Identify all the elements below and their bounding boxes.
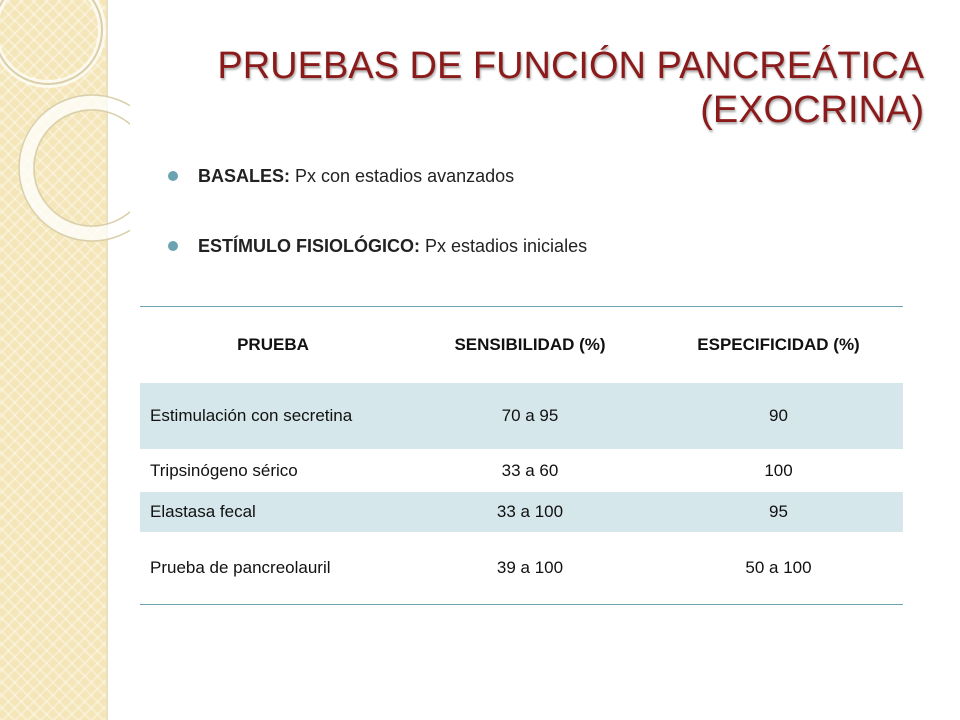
table-row	[140, 492, 903, 532]
cell-sensibilidad: 33 a 100	[406, 492, 654, 532]
cell-prueba: Tripsinógeno sérico	[150, 460, 298, 480]
cell-especificidad: 90	[654, 383, 903, 449]
bullet-estimulo	[168, 228, 908, 264]
title-line-2: (EXOCRINA)	[700, 89, 924, 131]
table-row	[140, 383, 903, 449]
pancreatic-tests-table	[140, 306, 903, 605]
cell-prueba: Elastasa fecal	[140, 492, 406, 532]
cell-prueba: Prueba de pancreolauril	[140, 532, 406, 605]
bullet-label: BASALES:	[198, 166, 291, 186]
cell-prueba: Estimulación con secretina	[140, 383, 406, 449]
cell-especificidad: 95	[654, 492, 903, 532]
decorative-circles	[0, 0, 130, 260]
bullet-label: ESTÍMULO FISIOLÓGICO:	[198, 236, 420, 256]
bullet-dot-icon	[168, 241, 178, 251]
table-row	[140, 532, 903, 605]
header-prueba: PRUEBA	[140, 307, 406, 384]
cell-sensibilidad: 39 a 100	[406, 532, 654, 605]
title-line-1: PRUEBAS DE FUNCIÓN PANCREÁTICA	[217, 45, 924, 87]
bullet-dot-icon	[168, 171, 178, 181]
header-especificidad: ESPECIFICIDAD (%)	[654, 307, 903, 384]
cell-sensibilidad: 70 a 95	[406, 383, 654, 449]
cell-especificidad: 100	[764, 460, 793, 480]
header-sensibilidad: SENSIBILIDAD (%)	[406, 307, 654, 384]
cell-sensibilidad: 33 a 60	[501, 460, 559, 480]
bullet-text: Px estadios iniciales	[420, 236, 588, 256]
bullet-basales	[168, 158, 908, 194]
cell-especificidad: 50 a 100	[654, 532, 903, 605]
bullet-list	[168, 158, 908, 264]
table-header-row	[140, 307, 903, 384]
bullet-text: Px con estadios avanzados	[290, 166, 515, 186]
slide-title	[164, 44, 924, 132]
table-row	[140, 449, 903, 492]
